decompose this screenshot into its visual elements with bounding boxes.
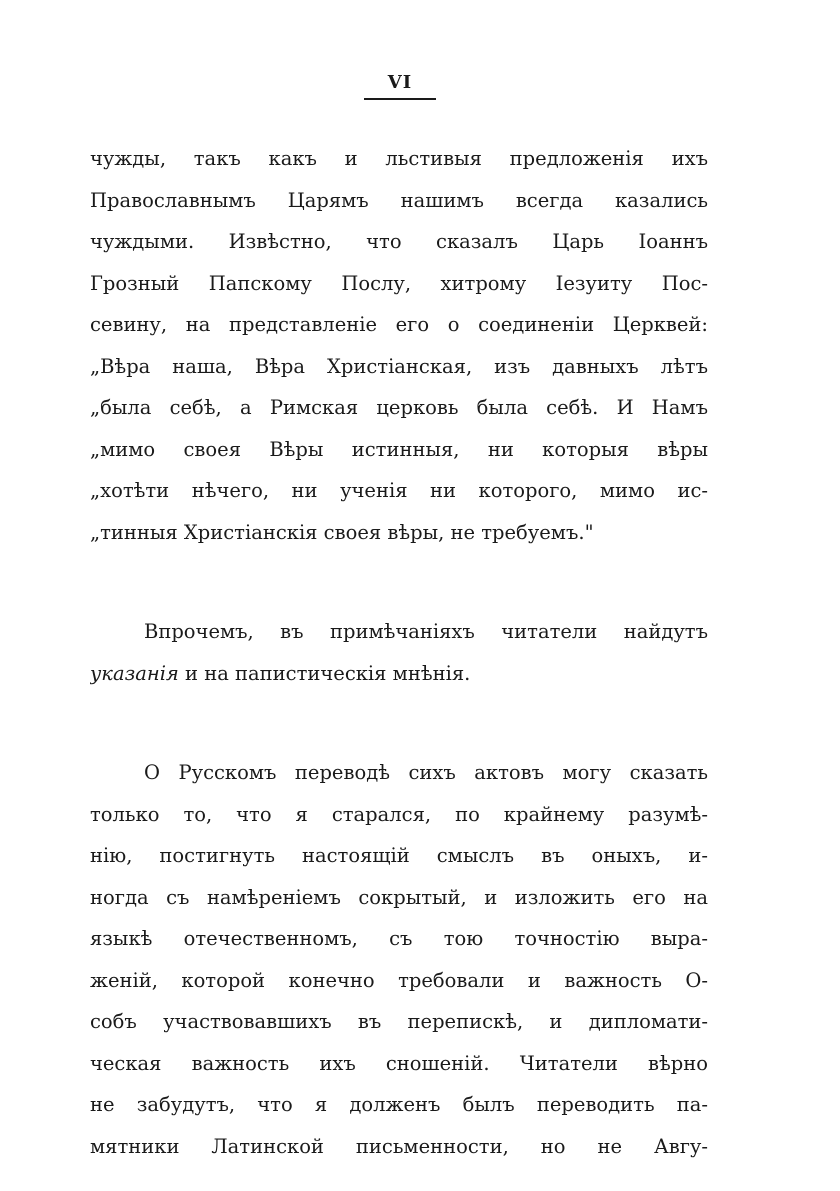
text-line: только то, что я старался, по крайнему разумѣ-	[90, 802, 708, 826]
text-line: чуждыми. Извѣстно, что сказалъ Царь Іоаннъ	[90, 230, 708, 253]
text-line: не забудутъ, что я долженъ былъ переводить па-	[90, 1093, 708, 1116]
text-line: ногда съ намѣреніемъ сокрытый, и изложить его на	[90, 885, 708, 909]
text-line: Православнымъ Царямъ нашимъ всегда казались	[90, 188, 708, 212]
paragraph-gap	[90, 553, 708, 611]
header-rule	[364, 98, 436, 100]
text-line: ческая важность ихъ сношеній. Читатели вѣрно	[90, 1051, 708, 1075]
text-line: собъ участвовавшихъ въ перепискѣ, и дипломати-	[90, 1010, 708, 1033]
italic-word: указанія	[90, 661, 179, 685]
quote-line: „Вѣра наша, Вѣра Христіанская, изъ давныхъ лѣтъ	[90, 354, 708, 378]
quote-line: „тинныя Христіанскія своея вѣры, не требуемъ."	[90, 520, 594, 544]
text-line-with-italic: указанія и на папистическія мнѣнія.	[90, 661, 471, 685]
paragraph-3	[90, 752, 708, 1167]
text-line: Грозный Папскому Послу, хитрому Іезуиту Пос-	[90, 271, 708, 295]
paragraph-1	[90, 138, 708, 553]
paragraph-gap	[90, 694, 708, 752]
page-header	[340, 72, 460, 100]
body-text	[90, 138, 708, 1167]
text-line: женій, которой конечно требовали и важность О-	[90, 968, 708, 992]
text-line: О Русскомъ переводѣ сихъ актовъ могу сказать	[144, 761, 708, 784]
text-line: мятники Латинской письменности, но не Авгу-	[90, 1134, 708, 1158]
text-line: севину, на представленіе его о соединеніи Церквей:	[90, 313, 708, 336]
quote-line: „мимо своея Вѣры истинныя, ни которыя вѣры	[90, 437, 708, 461]
text-line: чужды, такъ какъ и льстивыя предложенія ихъ	[90, 147, 708, 170]
text-line: языкѣ отечественномъ, съ тою точностію выра-	[90, 927, 708, 950]
page-number: VI	[387, 72, 413, 93]
text-line: нію, постигнуть настоящій смыслъ въ оныхъ, и-	[90, 844, 708, 867]
quote-line: „была себѣ, а Римская церковь была себѣ. И Намъ	[90, 396, 708, 419]
paragraph-2	[90, 611, 708, 694]
text-line: Впрочемъ, въ примѣчаніяхъ читатели найдутъ	[144, 620, 708, 643]
quote-line: „хотѣти нѣчего, ни ученія ни которого, мимо ис-	[90, 479, 708, 502]
